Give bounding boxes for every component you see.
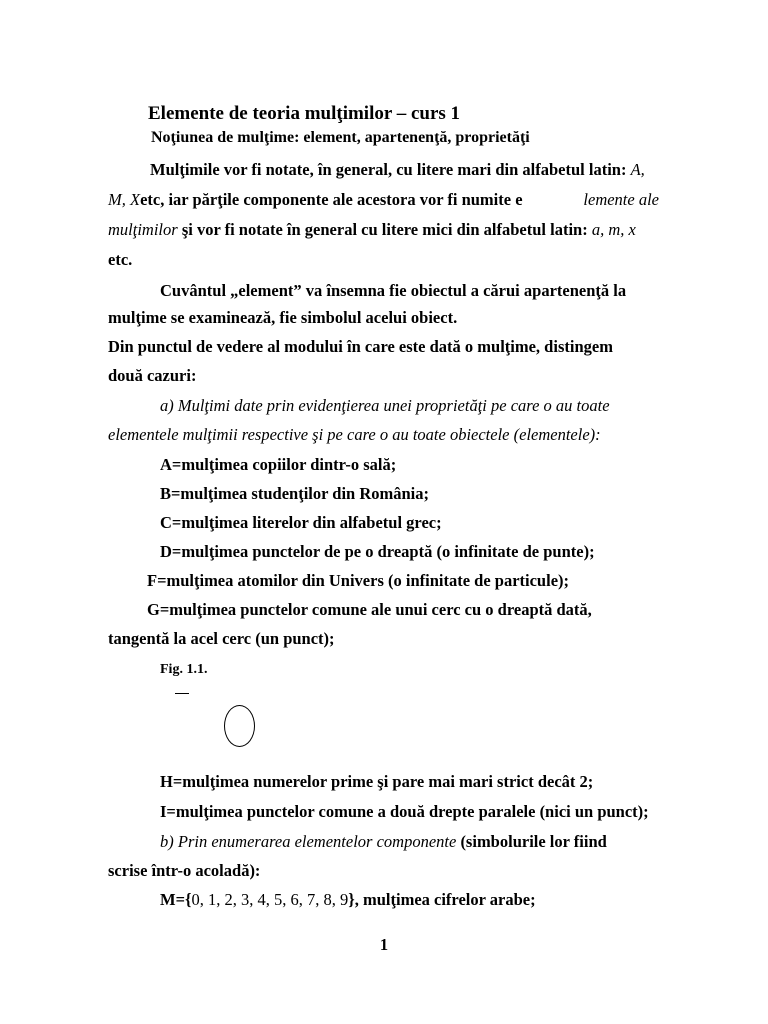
paragraph1-line2 (108, 190, 659, 210)
paragraph2-line2: mulţime se examinează, fie simbolul acelui obiect. (108, 308, 458, 327)
example-a: A=mulţimea copiilor dintr-o sală; (160, 455, 397, 474)
figure-circle (224, 705, 255, 747)
paragraph3-line2: două cazuri: (108, 366, 197, 385)
figure-label: Fig. 1.1. (160, 662, 208, 677)
case-a-line2: elementele mulţimii respective şi pe care o au toate obiectele (elementele): (108, 425, 601, 444)
case-b-text: (simbolurile lor fiind (456, 832, 607, 851)
example-h: H=mulţimea numerelor prime şi pare mai mari strict decât 2; (160, 772, 594, 791)
example-b: B=mulţimea studenţilor din România; (160, 484, 429, 503)
case-b-line1 (160, 832, 607, 852)
paragraph2-line1: Cuvântul „element” va însemna fie obiectul a cărui apartenenţă la (160, 281, 627, 300)
example-m-digits: 0, 1, 2, 3, 4, 5, 6, 7, 8, 9 (191, 890, 349, 909)
example-d: D=mulţimea punctelor de pe o dreaptă (o infinitate de punte); (160, 542, 595, 561)
example-f: F=mulţimea atomilor din Univers (o infinitate de particule); (147, 571, 570, 590)
page-title: Elemente de teoria mulţimilor – curs 1 (148, 103, 461, 124)
example-m-prefix: M={ (160, 890, 192, 909)
example-c: C=mulţimea literelor din alfabetul grec; (160, 513, 442, 532)
paragraph1-text: etc, iar părţile componente ale acestora vor fi numite e (140, 190, 523, 209)
example-m-suffix: }, mulţimea cifrelor arabe; (348, 890, 536, 909)
paragraph1-text: Mulţimile vor fi notate, în general, cu litere mari din alfabetul latin: (150, 160, 631, 179)
case-b-italic: b) Prin enumerarea elementelor componente (160, 832, 457, 851)
page-number: 1 (379, 935, 389, 954)
paragraph3-line1: Din punctul de vedere al modului în care este dată o mulţime, distingem (108, 337, 613, 356)
example-i: I=mulţimea punctelor comune a două drepte paralele (nici un punct); (160, 802, 649, 821)
figure-line (175, 693, 189, 694)
paragraph1-line1 (150, 160, 645, 180)
paragraph1-italic: A, (630, 160, 645, 179)
example-m (160, 890, 536, 910)
paragraph1-line2-rest (140, 190, 659, 210)
section-subtitle: Noţiunea de mulţime: element, apartenenţă, proprietăţi (151, 129, 530, 146)
example-g: G=mulţimea punctelor comune ale unui cerc cu o dreaptă dată, (147, 600, 592, 619)
paragraph1-line4: etc. (108, 250, 133, 269)
example-g-continued: tangentă la acel cerc (un punct); (108, 629, 335, 648)
case-b-line2: scrise într-o acoladă): (108, 861, 261, 880)
paragraph1-italic: lemente ale (583, 190, 659, 209)
paragraph1-italic: M, X (108, 190, 141, 209)
paragraph1-text: şi vor fi notate în general cu litere mici din alfabetul latin: (177, 220, 592, 239)
paragraph1-italic: a, m, x (591, 220, 636, 239)
paragraph1-italic: mulţimilor (108, 220, 178, 239)
paragraph1-line3 (108, 220, 636, 240)
case-a-line1: a) Mulţimi date prin evidenţierea unei proprietăţi pe care o au toate (160, 396, 610, 415)
